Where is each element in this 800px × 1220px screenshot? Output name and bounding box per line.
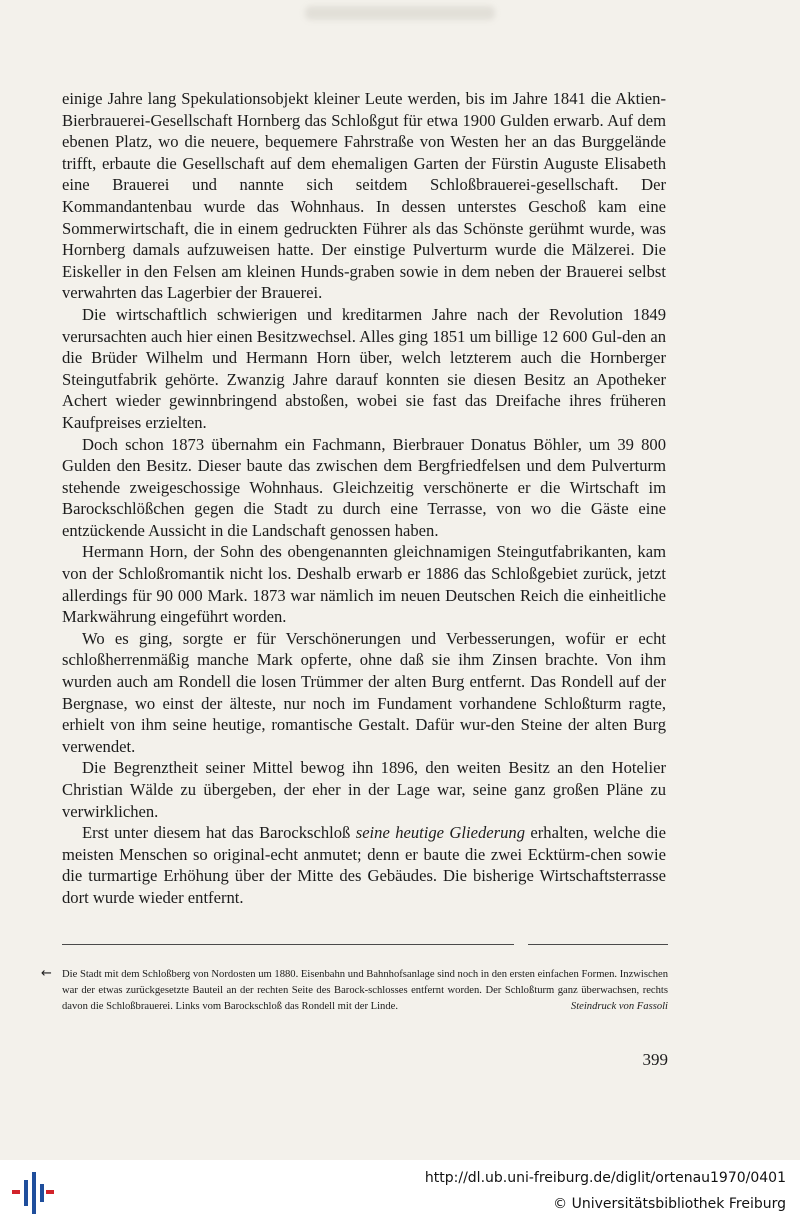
permalink-url[interactable]: http://dl.ub.uni-freiburg.de/diglit/ortenau1970/0401 bbox=[424, 1170, 786, 1186]
paragraph-7-start: Erst unter diesem hat das Barockschloß bbox=[82, 823, 356, 843]
paragraph-7 bbox=[62, 822, 666, 908]
image-caption bbox=[62, 967, 668, 1015]
library-footer bbox=[0, 1160, 800, 1220]
show-through-heading bbox=[305, 6, 495, 20]
paragraph-3: Doch schon 1873 übernahm ein Fachmann, Bierbrauer Donatus Böhler, um 39 800 Gulden den Besitz. Dieser baute das zwischen dem Bergfriedfelsen und dem Pulverturm stehende zweigeschossige Wohnhaus. Gleichzeitig verschönerte er die Wirtschaft im Barockschlößchen gegen die Stadt zu durch eine Terrasse, von wo die Gäste eine entzückende Aussicht in die Landschaft genossen haben. bbox=[62, 434, 666, 540]
caption-credit: Steindruck von Fassoli bbox=[570, 1001, 668, 1012]
paragraph-5: Wo es ging, sorgte er für Verschönerungen und Verbesserungen, wofür er echt schloßherrenmäßig manche Mark opferte, ohne daß sie ihm Zinsen brachte. Von ihm wurden auch am Rondell die losen Trümmer der alten Burg entfernt. Das Rondell auf der Bergnase, wo einst der älteste, nur noch im Fundament vorhandene Schloßturm ragte, erhielt von ihm seine heutige, romantische Gestalt. Dafür wur-den Steine der alten Burg verwendet. bbox=[62, 628, 666, 756]
paragraph-7-emphasis: seine heutige Gliederung bbox=[355, 823, 526, 843]
paragraph-7-end: erhalten, welche die meisten Menschen so original-echt anmutet; denn er baute die zwei Ecktürm-chen sowie die turmartige Erhöhung über der Mitte des Gebäudes. Die bisherige Wirtschaftsterrasse dort wurde wieder entfernt. bbox=[62, 823, 666, 907]
library-logo-icon bbox=[10, 1170, 54, 1216]
left-arrow-icon: ← bbox=[41, 966, 52, 981]
paragraph-2: Die wirtschaftlich schwierigen und kreditarmen Jahre nach der Revolution 1849 verursachten auch hier einen Besitzwechsel. Alles ging 1851 um billige 12 600 Gul-den an die Brüder Wilhelm und Hermann Horn über, welch letzterem auch die Hornberger Steingutfabrik gehörte. Zwanzig Jahre darauf konnten sie diesen Besitz an Apotheker Achert wieder gewinnbringend abstoßen, wobei sie fast das Dreifache ihres früheren Kaufpreises erzielten. bbox=[62, 304, 666, 432]
body-text bbox=[62, 88, 666, 909]
caption-text: Die Stadt mit dem Schloßberg von Nordosten um 1880. Eisenbahn und Bahnhofsanlage sind noch in den ersten einfachen Formen. Inzwischen war der etwas zurückgesetzte Bauteil an der rechten Seite des Barock-schlosses entfernt worden. Der Schloßturm ganz überwachsen, rechts davon die Schloßbrauerei. Links vom Barockschloß das Rondell mit der Linde. bbox=[62, 969, 668, 1012]
paragraph-4: Hermann Horn, der Sohn des obengenannten gleichnamigen Steingutfabrikanten, kam von der Schloßromantik nicht los. Deshalb erwarb er 1886 das Schloßgebiet zurück, jetzt allerdings für 90 000 Mark. 1873 war nämlich im neuen Deutschen Reich die einheitliche Markwährung eingeführt worden. bbox=[62, 542, 666, 627]
footnote-rule-left bbox=[62, 944, 514, 945]
paragraph-1: einige Jahre lang Spekulationsobjekt kleiner Leute werden, bis im Jahre 1841 die Aktien-Bierbrauerei-Gesellschaft Hornberg das Schloßgut für etwa 1900 Gulden erwarb. Auf dem ebenen Platz, wo die neuere, bequemere Fahrstraße von Westen her an das Burggelände trifft, erbaute die Gesellschaft auf dem ehemaligen Garten der Fürstin Auguste Elisabeth eine Brauerei und nannte sich seitdem Schloßbrauerei-gesellschaft. Der Kommandantenbau wurde das Wohnhaus. In dessen unterstes Geschoß kam eine Sommerwirtschaft, die in einem gedruckten Führer als das Schönste gerühmt wurde, was Hornberg damals aufzuweisen hatte. Der einstige Pulverturm wurde die Mälzerei. Die Eiskeller in den Felsen am kleinen Hunds-graben sowie in dem neben der Brauerei selbst verwahrten das Lagerbier der Brauerei. bbox=[62, 89, 666, 303]
paragraph-6: Die Begrenztheit seiner Mittel bewog ihn 1896, den weiten Besitz an den Hotelier Christian Wälde zu übergeben, der eher in der Lage war, seine ganz großen Pläne zu verwirklichen. bbox=[62, 758, 666, 821]
page-number: 399 bbox=[642, 1050, 668, 1069]
copyright-notice: © Universitätsbibliothek Freiburg bbox=[553, 1196, 786, 1212]
footnote-rule-right bbox=[528, 944, 668, 945]
